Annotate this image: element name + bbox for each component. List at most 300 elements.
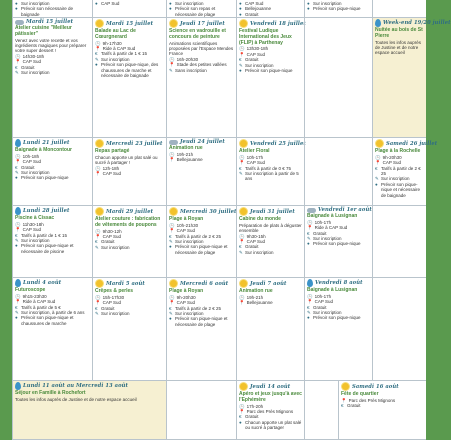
event-detail [239,68,302,73]
detail-text: 14h30-18h [22,53,45,59]
detail-text: Parc des Près Mignons [246,409,294,414]
detail-icon: 📍 [15,299,21,305]
event-detail [15,70,90,75]
event-header [239,382,302,391]
detail-text: CAP Sud [176,228,196,234]
detail-text: Tarifs à partir de 1 € 15 [21,232,68,238]
event-title: Animation rue [239,288,273,294]
event-date: Mercredi 23 juillet [106,140,163,147]
event-title: Piscine à Cissac [15,215,55,221]
detail-icon: € [169,305,172,311]
detail-icon: ✎ [15,310,19,316]
detail-text: 17h-20h [246,403,264,409]
detail-icon: 🕒 [239,46,245,52]
detail-text: Sans inscription [175,67,207,73]
event-title: Animation rue [169,145,203,151]
detail-text: Sur inscription [175,1,204,6]
event-title: Séjour en Famille à Rochefort [15,390,86,396]
event-cell [12,138,92,206]
event-date: Lundi 4 août [23,280,62,286]
detail-text: CAP Sud [382,160,402,166]
detail-icon: 🕒 [239,154,245,160]
event-cell [304,381,338,440]
event-cell [304,18,372,138]
detail-text: Gratuit [245,11,259,17]
raindrop-icon [15,139,21,147]
detail-text: Ride à CAP Sud [22,299,56,305]
detail-text: Sur inscription [101,311,130,317]
event-cell [12,381,166,440]
detail-text: Bellejouanne [245,6,272,12]
detail-text: Prévoir son pique-nique [313,6,361,12]
detail-text: Prévoir son pique-nique [313,241,361,247]
detail-text: Sur inscription [313,1,342,6]
event-detail [169,244,234,255]
detail-text: Tarifs à partir de 1 € 15 [101,51,148,57]
event-cell [166,18,236,138]
detail-icon: 🕒 [15,53,21,59]
detail-text: CAP Sud [176,300,196,306]
event-detail [307,315,370,320]
event-detail [95,62,164,78]
event-cell [166,206,236,278]
event-date: Mardi 5 août [106,280,145,287]
detail-text: 9h-17h30 [102,40,122,46]
event-header [169,207,237,216]
raindrop-icon [307,279,313,287]
event-header [95,207,164,216]
detail-icon: 🕒 [169,222,175,228]
event-date: Lundi 21 juillet [23,140,70,146]
detail-icon: 🕒 [307,293,313,299]
detail-text: Sur inscription [245,62,274,68]
event-description: Venez avec votre recette et vos ingrédients magiques pour préparer votre super dessert ! [15,37,87,54]
event-detail [15,315,90,326]
detail-icon: ● [15,6,18,12]
event-description: Préparation de plats à déguster ensemble [239,222,302,234]
detail-icon: ✎ [15,238,19,244]
event-date: Vendredi 25 juillet [250,140,306,147]
detail-icon: € [95,51,98,57]
event-cell [166,0,236,18]
detail-icon: 📍 [239,239,245,245]
detail-icon: 📍 [95,46,101,51]
event-cell [304,206,372,278]
event-cell [372,138,438,206]
event-title: Crêpes & perles [95,288,134,294]
detail-text: Tarifs à partir de 2 € 25 [175,233,222,239]
detail-icon: 🕒 [15,293,21,299]
detail-icon: € [15,304,18,310]
detail-text: Sur inscription [245,249,274,255]
detail-icon: 📍 [95,300,101,306]
event-date: Jeudi 7 août [250,280,287,287]
event-title: Festival Ludique International des Jeux (FLIP) à Parthenay [239,28,292,46]
detail-icon: ● [95,1,98,6]
event-cell [92,278,166,381]
detail-text: Gratuit [313,304,327,310]
detail-icon: € [239,57,242,63]
detail-icon: € [375,165,378,171]
detail-text: Sur inscription à partir de 5 ans [245,171,299,182]
detail-icon: 📍 [169,157,175,163]
event-title: Futuroscope [15,287,46,293]
event-cell [12,0,92,18]
detail-text: 16h-20h30 [176,56,199,62]
detail-icon: ✎ [169,67,173,73]
event-detail [95,171,164,176]
event-cell [12,206,92,278]
event-date: Vendredi 1er août [318,207,372,213]
detail-text: Tarifs à partir de 2 € 25 [381,165,421,177]
detail-text: Gratuit [245,414,259,420]
event-date: Vendredi 18 juillet [250,20,306,27]
detail-icon: € [239,414,242,420]
event-cell [236,138,304,206]
detail-text: Prévoir son pique-nique et nécessaire de plage [175,244,228,255]
activity-calendar [12,0,451,440]
sun-icon [240,20,247,27]
detail-text: Sur inscription [175,239,204,245]
detail-icon: ● [239,6,242,12]
detail-text: Prévoir son pique-nique [21,175,69,181]
event-cell [304,0,372,18]
event-description: Toutes les infos auprès de Justine et de notre espace accueil [15,396,137,402]
event-detail [95,1,164,6]
detail-icon: 📍 [239,409,245,414]
event-cell [166,138,236,206]
detail-text: 10h-17h [314,219,332,225]
detail-icon: 🕒 [239,294,245,300]
event-detail [15,175,90,180]
detail-icon: ● [239,419,242,425]
detail-icon: ✎ [375,176,379,182]
detail-icon: ✎ [307,310,311,316]
detail-icon: ✎ [307,236,311,242]
detail-text: Sur inscription [21,1,50,6]
detail-text: CAP Sud [102,171,122,177]
event-header [169,279,234,288]
detail-icon: ✎ [169,311,173,317]
detail-text: CAP Sud [102,234,122,239]
event-header [95,139,164,148]
event-cell [304,138,372,206]
event-header [15,139,90,147]
detail-icon: ● [239,68,242,74]
detail-text: Gratuit [101,305,115,311]
detail-icon: 📍 [239,300,245,306]
detail-icon: ✎ [239,62,243,68]
event-cell [338,381,426,440]
event-title: Atelier Floral [239,148,270,154]
detail-icon: € [15,232,18,238]
detail-icon: 📍 [95,234,101,239]
detail-text: CAP Sud [22,59,42,65]
detail-icon: ✎ [95,244,99,250]
detail-text: Ride à CAP Sud [102,46,136,51]
detail-text: 10h-17h [246,154,264,160]
detail-text: CAP Sud [22,227,42,233]
detail-text: 11h30-18h [22,221,44,227]
detail-icon: ● [239,11,242,17]
detail-icon: 📍 [95,171,101,177]
event-header [375,19,451,27]
detail-icon: ✎ [95,56,99,62]
detail-text: 10h-17h [314,293,332,299]
detail-text: 12h-18h [102,165,120,171]
event-title: Atelier couture : fabrication de vêtements de poupons [95,216,161,228]
detail-icon: € [239,244,242,250]
detail-icon: 🕒 [239,403,245,409]
detail-icon: ● [307,315,310,321]
detail-icon: ● [307,6,310,12]
detail-text: Prévoir son pique-nique, des chaussures de marche et nécessaire de baignade [101,62,159,79]
detail-icon: 🕒 [307,219,313,225]
detail-text: Parc des Près Mignons [348,397,396,403]
event-description: Chacun apporte un plat salé ou sucré à partager ! [95,154,158,166]
event-title: Balade au Lac de Cœurgnerard [95,28,136,40]
event-detail [375,166,424,177]
event-date: Jeudi 14 août [250,383,291,390]
event-cell [166,381,236,440]
raindrop-icon [375,19,381,27]
event-title: Nuitée au bois de St Pierre [375,27,423,39]
detail-text: 19h-21h [176,151,194,157]
sun-icon [96,20,103,27]
detail-text: 9h15-23h30 [22,293,47,299]
event-header [239,207,302,216]
detail-icon: ● [169,244,172,250]
detail-icon: 📍 [307,225,313,231]
event-detail [95,311,164,316]
event-header [169,19,234,28]
detail-text: 13h30-18h [246,46,269,52]
event-title: Fête de quartier [341,391,379,397]
sun-icon [170,280,177,287]
detail-icon: 📍 [239,51,245,57]
detail-icon: € [307,304,310,310]
detail-icon: 📍 [341,397,347,403]
event-cell [236,0,304,18]
sun-icon [96,280,103,287]
detail-icon: € [239,165,242,171]
event-date: Jeudi 24 juillet [180,139,225,145]
detail-icon: ● [15,243,18,249]
event-date: Jeudi 17 juillet [180,20,225,27]
detail-text: Stade des petites vallées [176,62,227,68]
event-detail [169,6,234,17]
event-cell [304,278,372,381]
event-header [95,279,164,288]
detail-text: Bellejouanne [246,300,273,306]
sun-icon [170,208,177,215]
detail-icon: ● [169,6,172,12]
sun-icon [170,20,177,27]
detail-icon: 📍 [169,228,175,234]
detail-text: Chacun apporte un plat salé ou sucré à partager [245,419,302,431]
detail-icon: ✎ [239,249,243,255]
event-date: Jeudi 31 juillet [250,208,295,215]
event-detail [239,12,302,17]
event-cell [12,278,92,381]
detail-text: CAP Sud [102,300,122,306]
event-detail [169,316,234,327]
event-title: Apéro et jeux jusqu'à avec l'Ephémère [239,391,302,403]
detail-text: Prévoir son pique-nique [313,315,361,321]
event-date: Mardi 29 juillet [106,208,154,215]
detail-text: Gratuit [245,57,259,63]
detail-icon: 🕒 [375,154,381,160]
detail-text: CAP Sud [246,239,266,245]
event-cell [236,206,304,278]
detail-text: Prévoir son pique-nique et nécessaire de piscine [21,243,74,254]
detail-icon: 📍 [307,299,313,305]
detail-icon: 🕒 [95,165,101,171]
event-date: Mardi 15 juillet [106,20,154,27]
event-cell [372,0,426,18]
event-header [239,139,306,148]
detail-text: Gratuit [21,164,35,170]
cloud-icon [169,140,178,145]
detail-text: Gratuit [313,230,327,236]
sun-icon [96,208,103,215]
detail-text: Sur inscription [21,70,50,76]
event-title: Repas partagé [95,148,130,154]
detail-icon: ✎ [15,170,19,176]
detail-text: CAP Sud [101,1,120,6]
event-detail [169,68,234,73]
detail-text: 9h30-15h [246,233,266,239]
event-detail [239,250,302,255]
event-cell [236,381,304,440]
detail-text: Tarifs à partir de 0 € 75 [245,165,292,171]
detail-icon: € [341,403,344,409]
detail-icon: € [95,305,98,311]
detail-text: 9h-20h30 [382,154,402,160]
cloud-icon [307,208,316,213]
detail-icon: 🕒 [239,233,245,239]
event-title: Baignade à Lusignan [307,213,358,219]
sun-icon [240,383,247,390]
detail-icon: ● [169,1,172,6]
event-detail [15,6,90,17]
event-detail [239,300,302,305]
sun-icon [342,383,349,390]
detail-text: CAP Sud [245,1,264,6]
detail-text: Gratuit [21,64,35,70]
detail-text: Sur inscription [101,244,130,250]
event-title: Plage à la Rochelle [375,148,421,154]
detail-icon: € [307,230,310,236]
event-cell [372,206,426,278]
detail-icon: 📍 [169,300,175,306]
detail-text: Sur inscription [21,238,50,244]
detail-icon: 📍 [239,160,245,166]
detail-text: 9h-20h30 [176,294,196,300]
sun-icon [240,140,247,147]
event-detail [95,245,164,250]
event-date: Samedi 16 août [352,383,399,390]
detail-icon: ● [15,175,18,181]
event-header [15,382,164,390]
detail-icon: € [169,233,172,239]
event-cell [236,278,304,381]
detail-icon: 📍 [15,59,21,65]
detail-icon: ● [375,181,378,187]
raindrop-icon [15,279,21,287]
event-header [375,139,438,148]
detail-icon: € [15,164,18,170]
event-cell [372,18,451,138]
detail-text: 10h-21h30 [176,222,199,228]
event-cell [92,138,166,206]
detail-text: Prévoir son pique-nique et nécessaire de plage [175,316,228,327]
event-detail [239,420,302,431]
event-title: Cabine du monde [239,216,281,222]
detail-text: CAP Sud [22,159,42,165]
event-date: Mercredi 6 août [180,280,229,287]
detail-icon: ✎ [15,70,19,76]
detail-text: Prévoir son pique-nique et nécessaire de baignade [381,181,421,198]
event-cell [236,18,304,138]
detail-text: Prévoir son pique-nique et chaussures de marche [21,315,74,326]
detail-icon: ● [15,1,18,6]
detail-text: Prévoir son repas et nécessaire de plage [175,6,216,17]
event-detail [307,6,370,11]
detail-icon: 📍 [375,160,381,166]
cloud-icon [15,20,24,25]
event-detail [307,241,370,246]
detail-icon: ✎ [95,311,99,317]
raindrop-icon [15,382,21,390]
detail-text: 9h30-12h [102,228,122,234]
detail-text: Bellejouanne [176,157,203,163]
event-detail [239,171,302,182]
sun-icon [376,140,383,147]
detail-icon: 🕒 [169,56,175,62]
detail-icon: 📍 [169,62,175,68]
sun-icon [240,208,247,215]
detail-text: Prévoir son nécessaire de baignade [21,6,74,17]
detail-icon: 📍 [15,159,21,165]
event-detail [15,243,90,254]
sun-icon [96,140,103,147]
event-header [307,279,370,287]
event-cell [372,278,426,381]
detail-text: Gratuit [101,239,115,245]
detail-icon: ● [95,62,98,68]
detail-icon: 🕒 [15,221,21,227]
event-description: Animations scientifiques proposées par l'Espace Mendes France [169,40,234,57]
event-title: Atelier cuisine "Meilleur pâtissier" [15,25,72,37]
detail-text: Ride à CAP Sud [314,225,348,231]
detail-text: Sur inscription [381,176,410,182]
detail-text: CAP Sud [314,299,334,305]
event-cell [92,0,166,18]
event-header [239,279,302,288]
event-description: Toutes les infos auprès de Justine et de notre espace accueil [375,39,422,56]
detail-icon: ● [239,1,242,6]
event-cell [92,18,166,138]
detail-text: Gratuit [347,403,361,409]
detail-icon: € [95,239,98,245]
event-detail [341,403,424,408]
detail-text: Prévoir son pique-nique [245,68,293,74]
detail-icon: € [15,64,18,70]
detail-text: Sur inscription [175,311,204,317]
detail-icon: ● [307,241,310,247]
raindrop-icon [15,207,21,215]
